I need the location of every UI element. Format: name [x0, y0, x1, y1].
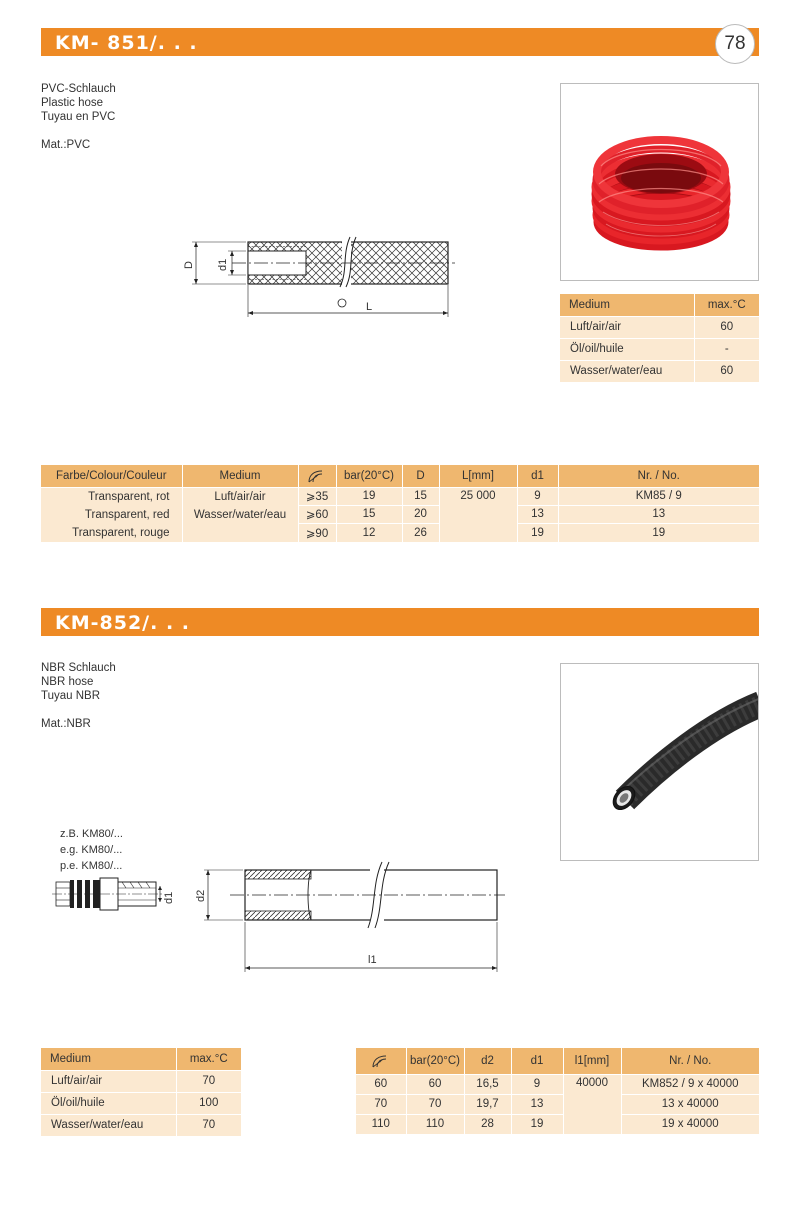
spec-table-km852	[356, 1048, 759, 1134]
nbr-hose-drawing	[190, 852, 510, 977]
desc-line-fr: Tuyau NBR	[41, 690, 101, 702]
desc-line-fr: Tuyau en PVC	[41, 111, 116, 123]
bend-cell: 70	[356, 1094, 406, 1114]
bend-radius-icon	[370, 1054, 392, 1068]
section-title: KM-852/. . .	[55, 612, 190, 634]
spec-header-d1: d1	[517, 465, 558, 487]
D-cell: 26	[402, 523, 439, 541]
product-description	[41, 82, 116, 152]
product-photo-red-hose	[560, 83, 759, 281]
d1-cell: 13	[517, 505, 558, 523]
section-title: KM- 851/. . .	[55, 32, 198, 54]
bar-cell: 70	[406, 1094, 464, 1114]
bar-cell: 12	[336, 523, 402, 541]
spec-header-medium: Medium	[182, 465, 298, 487]
length-cell: 25 000	[439, 487, 517, 542]
number-cell: KM85 / 9	[558, 487, 759, 505]
number-cell: 19	[558, 523, 759, 541]
temp-cell: 70	[176, 1114, 241, 1136]
d2-cell: 19,7	[464, 1094, 511, 1114]
d2-cell: 28	[464, 1114, 511, 1134]
table-row	[560, 316, 759, 338]
number-cell: 19 x 40000	[621, 1114, 759, 1134]
media-cell: Wasser/water/eau	[41, 1114, 176, 1136]
dim-d1-label: d1	[217, 258, 229, 271]
D-cell: 15	[402, 487, 439, 505]
d1-cell: 19	[517, 523, 558, 541]
table-row	[41, 1070, 241, 1092]
medium-line-water: Wasser/water/eau	[193, 508, 287, 521]
pvc-hose-drawing	[180, 225, 460, 325]
bar-cell: 19	[336, 487, 402, 505]
temp-cell: -	[694, 338, 759, 360]
temp-cell: 100	[176, 1092, 241, 1114]
desc-line-en: NBR hose	[41, 676, 94, 688]
example-line-en: e.g. KM80/...	[60, 844, 123, 856]
dim-d1-label: d1	[163, 891, 175, 904]
temp-cell: 60	[694, 360, 759, 382]
spec-header-bar: bar(20°C)	[406, 1048, 464, 1074]
spec-header-length: l1[mm]	[563, 1048, 621, 1074]
desc-line-en: Plastic hose	[41, 97, 104, 109]
section-banner-km851	[41, 28, 759, 56]
product-description	[41, 661, 116, 731]
table-row	[41, 487, 759, 505]
spec-header-d2: d2	[464, 1048, 511, 1074]
example-line-de: z.B. KM80/...	[60, 828, 123, 840]
dim-l1-label: l1	[368, 954, 377, 966]
bend-radius-header	[298, 465, 336, 487]
product-photo-black-hose	[560, 663, 759, 861]
bar-cell: 60	[406, 1074, 464, 1094]
temp-cell: 70	[176, 1070, 241, 1092]
spec-header-length: L[mm]	[439, 465, 517, 487]
table-row	[356, 1114, 759, 1134]
bend-cell: ⩾35	[298, 487, 336, 505]
media-header-maxtemp: max.°C	[176, 1048, 241, 1070]
number-cell: 13 x 40000	[621, 1094, 759, 1114]
example-line-fr: p.e. KM80/...	[60, 860, 123, 872]
material-label: Mat.:PVC	[41, 139, 91, 151]
spec-header-d1: d1	[511, 1048, 563, 1074]
table-row	[560, 360, 759, 382]
medium-line-air: Luft/air/air	[214, 490, 266, 503]
bend-radius-icon	[306, 469, 328, 483]
d1-cell: 9	[511, 1074, 563, 1094]
temp-cell: 60	[694, 316, 759, 338]
desc-line-de: PVC-Schlauch	[41, 83, 116, 95]
media-cell: Öl/oil/huile	[560, 338, 694, 360]
media-cell: Wasser/water/eau	[560, 360, 694, 382]
d1-cell: 9	[517, 487, 558, 505]
d2-cell: 16,5	[464, 1074, 511, 1094]
table-row	[41, 1092, 241, 1114]
colour-line-fr: Transparent, rouge	[72, 526, 170, 539]
media-cell: Luft/air/air	[41, 1070, 176, 1092]
spec-header-number: Nr. / No.	[621, 1048, 759, 1074]
medium-cell	[182, 487, 298, 542]
media-header-medium: Medium	[41, 1048, 176, 1070]
spec-header-colour: Farbe/Colour/Couleur	[41, 465, 182, 487]
bend-cell: ⩾90	[298, 523, 336, 541]
table-row	[356, 1094, 759, 1114]
media-header-medium: Medium	[560, 294, 694, 316]
example-fitting-note	[60, 826, 123, 874]
table-row	[560, 338, 759, 360]
colour-line-en: Transparent, red	[84, 508, 170, 521]
black-hose-image	[561, 664, 759, 861]
colour-cell	[41, 487, 182, 542]
spec-header-number: Nr. / No.	[558, 465, 759, 487]
bar-cell: 110	[406, 1114, 464, 1134]
section-banner-km852	[41, 608, 759, 636]
table-row	[41, 1114, 241, 1136]
media-cell: Öl/oil/huile	[41, 1092, 176, 1114]
d1-cell: 13	[511, 1094, 563, 1114]
desc-line-de: NBR Schlauch	[41, 662, 116, 674]
colour-line-de: Transparent, rot	[88, 490, 170, 503]
spec-header-D: D	[402, 465, 439, 487]
table-row	[356, 1074, 759, 1094]
bend-cell: 110	[356, 1114, 406, 1134]
spec-header-bar: bar(20°C)	[336, 465, 402, 487]
number-cell: KM852 / 9 x 40000	[621, 1074, 759, 1094]
dim-D-label: D	[183, 261, 195, 269]
media-temperature-table-km852	[41, 1048, 241, 1136]
bend-cell: ⩾60	[298, 505, 336, 523]
number-cell: 13	[558, 505, 759, 523]
spec-table-km851	[41, 465, 759, 542]
bend-cell: 60	[356, 1074, 406, 1094]
red-hose-coil-image	[561, 84, 759, 281]
media-header-maxtemp: max.°C	[694, 294, 759, 316]
page-number: 78	[715, 24, 755, 64]
bar-cell: 15	[336, 505, 402, 523]
d1-cell: 19	[511, 1114, 563, 1134]
length-cell: 40000	[563, 1074, 621, 1134]
dim-L-label: L	[366, 301, 373, 313]
media-cell: Luft/air/air	[560, 316, 694, 338]
fitting-drawing	[52, 874, 182, 914]
material-label: Mat.:NBR	[41, 718, 91, 730]
media-temperature-table-km851	[560, 294, 759, 382]
dim-d2-label: d2	[195, 889, 207, 902]
D-cell: 20	[402, 505, 439, 523]
bend-radius-header	[356, 1048, 406, 1074]
